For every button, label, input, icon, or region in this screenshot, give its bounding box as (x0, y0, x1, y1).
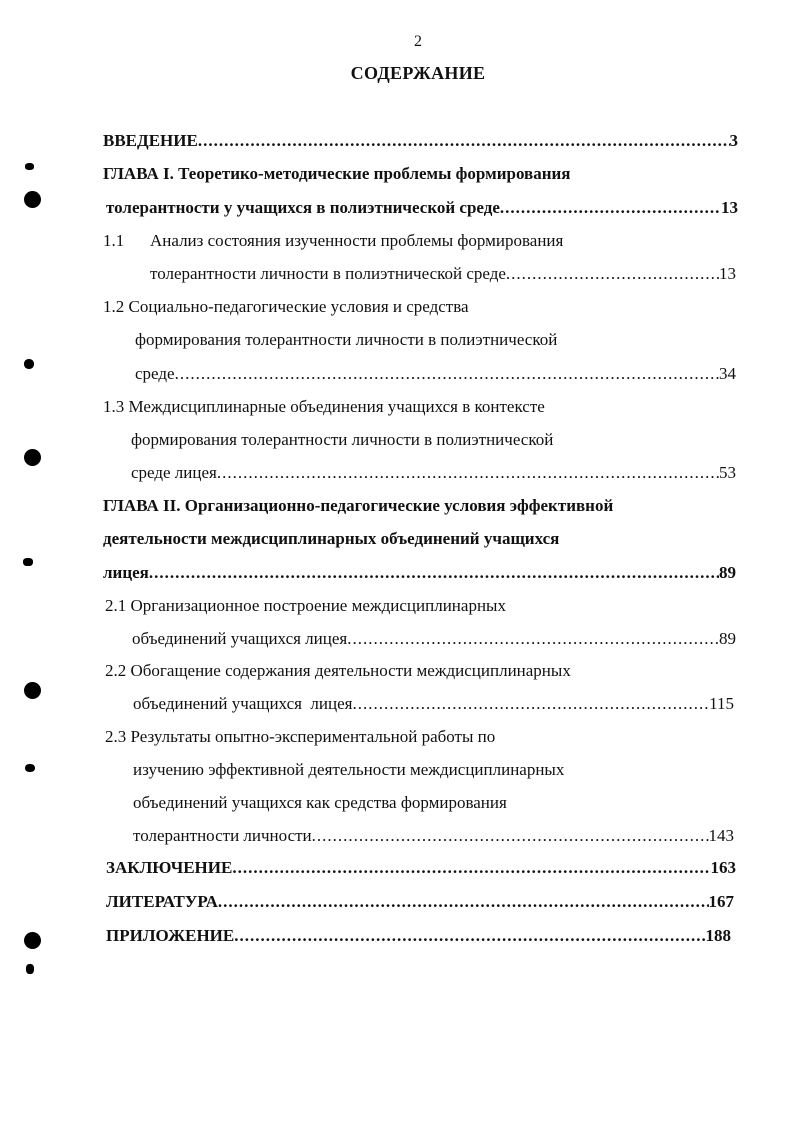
toc-entry-section-2-3-line-2[interactable]: изучению эффективной деятельности междисциплинарных (133, 760, 565, 779)
leader-dots (218, 892, 709, 912)
toc-entry-section-1-2-line-1[interactable]: 1.2 Социально-педагогические условия и средства (103, 297, 469, 316)
toc-entry-introduction[interactable] (103, 131, 738, 151)
toc-page-number: 89 (719, 629, 736, 648)
toc-label: объединений учащихся лицея (132, 629, 348, 648)
toc-label: толерантности у учащихся в полиэтнической среде (106, 198, 500, 217)
toc-label: лицея (103, 563, 149, 582)
toc-label: ПРИЛОЖЕНИЕ (106, 926, 235, 945)
toc-entry-section-1-1-line-1[interactable]: Анализ состояния изученности проблемы формирования (150, 231, 564, 250)
toc-label: толерантности личности в полиэтнической среде (150, 264, 506, 283)
punch-mark-4 (25, 764, 35, 772)
toc-entry-section-1-2-line-2[interactable]: формирования толерантности личности в полиэтнической (135, 330, 558, 349)
toc-section-number: 1.1 (103, 231, 125, 250)
leader-dots (234, 926, 705, 946)
toc-label: ЛИТЕРАТУРА (106, 892, 218, 911)
toc-label: среде лицея (131, 463, 217, 482)
leader-dots (217, 463, 719, 483)
punch-mark-3 (23, 558, 33, 566)
toc-entry-section-1-2-line-3[interactable] (135, 364, 736, 384)
toc-page-number: 89 (719, 563, 736, 582)
leader-dots (506, 264, 719, 284)
punch-mark-5 (26, 964, 34, 974)
toc-entry-section-2-2-line-1[interactable]: 2.2 Обогащение содержания деятельности междисциплинарных (105, 661, 571, 680)
toc-entry-appendix[interactable] (106, 926, 731, 946)
toc-label: ЗАКЛЮЧЕНИЕ (106, 858, 233, 877)
toc-entry-section-2-3-line-4[interactable] (133, 826, 734, 846)
leader-dots (352, 694, 709, 714)
binder-hole-2 (24, 449, 41, 466)
toc-entry-chapter-1-line-1[interactable]: ГЛАВА I. Теоретико-методические проблемы формирования (103, 164, 571, 183)
toc-entry-literature[interactable] (106, 892, 734, 912)
leader-dots (347, 629, 719, 649)
binder-hole-4 (24, 932, 41, 949)
toc-entry-chapter-2-line-3[interactable] (103, 563, 736, 583)
toc-entry-chapter-1-line-2[interactable] (106, 198, 738, 218)
toc-label: толерантности личности (133, 826, 312, 845)
page-title: СОДЕРЖАНИЕ (350, 63, 486, 83)
binder-hole-3 (24, 682, 41, 699)
toc-label: ВВЕДЕНИЕ (103, 131, 198, 150)
page-number: 2 (414, 33, 422, 50)
toc-entry-section-1-3-line-2[interactable]: формирования толерантности личности в полиэтнической (131, 430, 554, 449)
toc-entry-section-2-3-line-3[interactable]: объединений учащихся как средства формирования (133, 793, 507, 812)
leader-dots (312, 826, 709, 846)
toc-entry-section-1-1-line-2[interactable] (150, 264, 736, 284)
toc-page-number: 163 (710, 858, 736, 877)
toc-page-number: 3 (729, 131, 738, 150)
toc-entry-section-1-3-line-1[interactable]: 1.3 Междисциплинарные объединения учащихся в контексте (103, 397, 545, 416)
toc-page-number: 13 (721, 198, 738, 217)
punch-mark-1 (25, 163, 34, 170)
toc-entry-section-2-3-line-1[interactable]: 2.3 Результаты опытно-экспериментальной работы по (105, 727, 496, 746)
toc-entry-conclusion[interactable] (106, 858, 736, 878)
toc-page-number: 143 (708, 826, 734, 845)
toc-label: среде (135, 364, 175, 383)
leader-dots (500, 198, 721, 218)
toc-label: объединений учащихся лицея (133, 694, 353, 713)
toc-entry-section-1-3-line-3[interactable] (131, 463, 736, 483)
toc-entry-chapter-2-line-2[interactable]: деятельности междисциплинарных объединений учащихся (103, 529, 560, 548)
leader-dots (175, 364, 719, 384)
toc-entry-section-2-2-line-2[interactable] (133, 694, 734, 714)
binder-hole-1 (24, 191, 41, 208)
leader-dots (232, 858, 710, 878)
toc-page-number: 13 (719, 264, 736, 283)
leader-dots (198, 131, 730, 151)
punch-mark-2 (24, 359, 34, 369)
toc-page-number: 188 (705, 926, 731, 945)
leader-dots (149, 563, 719, 583)
toc-entry-chapter-2-line-1[interactable]: ГЛАВА II. Организационно-педагогические условия эффективной (103, 496, 614, 515)
toc-entry-section-2-1-line-2[interactable] (132, 629, 736, 649)
toc-page-number: 115 (709, 694, 734, 713)
toc-page-number: 167 (708, 892, 734, 911)
toc-page-number: 34 (719, 364, 736, 383)
toc-page-number: 53 (719, 463, 736, 482)
toc-entry-section-2-1-line-1[interactable]: 2.1 Организационное построение междисциплинарных (105, 596, 506, 615)
